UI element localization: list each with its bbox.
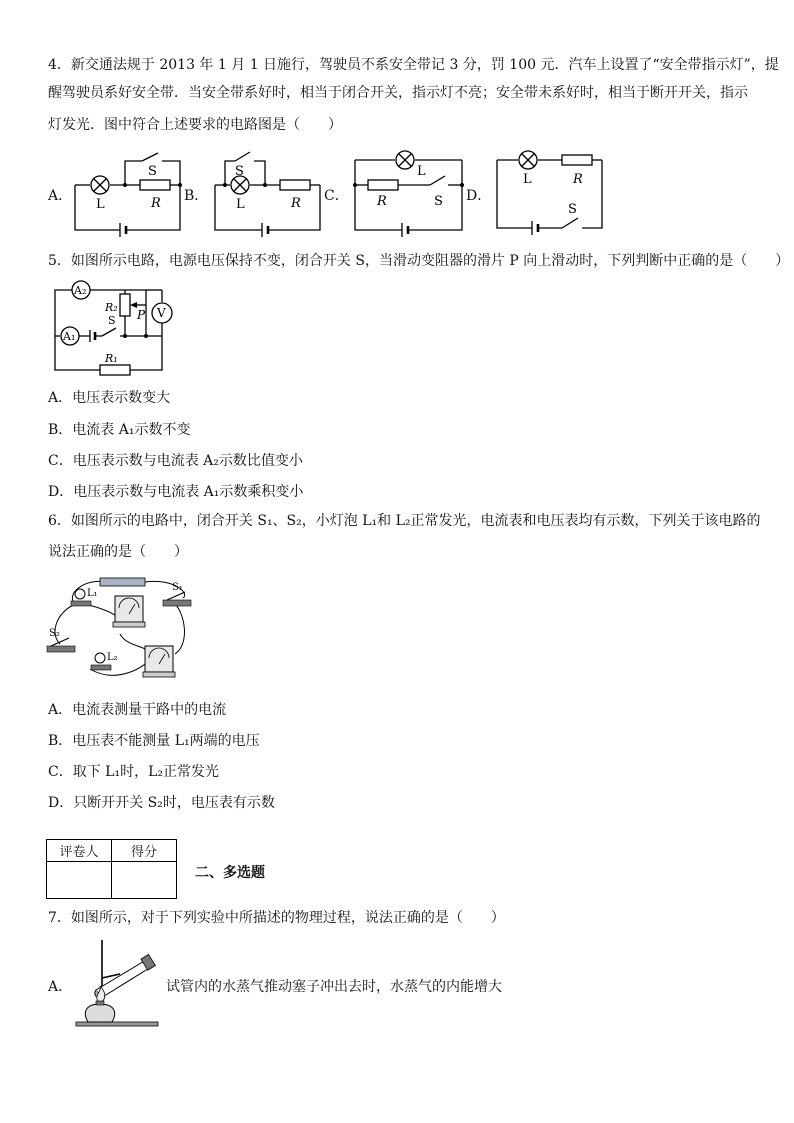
q5-r2-label: R₂ — [105, 301, 118, 314]
q7-option-a-text: 试管内的水蒸气推动塞子冲出去时，水蒸气的内能增大 — [166, 979, 502, 995]
q6-s1-label: S₁ — [172, 582, 183, 593]
switch-s2-icon — [47, 638, 75, 652]
q6-circuit-picture — [45, 574, 195, 689]
q4d-switch-label: S — [568, 202, 577, 217]
q7-stem: 7．如图所示，对于下列实验中所描述的物理过程，说法正确的是（ ） — [48, 910, 505, 926]
q4-option-c-label[interactable]: C． — [324, 188, 349, 204]
q4a-lamp-label: L — [96, 197, 105, 212]
q4b-lamp-label: L — [236, 197, 245, 212]
q5-a2-label: A₂ — [74, 284, 87, 297]
ammeter-icon — [113, 596, 145, 627]
q6-l1-label: L₁ — [87, 588, 98, 599]
q4b-switch-label: S — [235, 164, 244, 179]
q5-option-d[interactable]: D．电压表示数与电流表 A₁示数乘积变小 — [48, 484, 304, 500]
q4c-switch-label: S — [434, 194, 443, 209]
score-table-grader-header: 评卷人 — [47, 840, 112, 862]
q6-option-d[interactable]: D．只断开开关 S₂时，电压表有示数 — [48, 795, 275, 811]
q4d-lamp-label: L — [523, 172, 532, 187]
q4-circuit-c — [350, 150, 470, 235]
voltmeter-icon — [143, 646, 175, 677]
q4c-resistor-label: R — [377, 194, 387, 209]
q5-r1-label: R₁ — [105, 352, 118, 365]
q7-option-a-label[interactable]: A． — [48, 979, 73, 995]
q4-circuit-b — [210, 155, 330, 240]
q6-s2-label: S₂ — [49, 628, 60, 639]
q6-stem-line2: 说法正确的是（ ） — [48, 544, 188, 560]
q6-l2-label: L₂ — [107, 652, 118, 663]
q7-experiment-picture — [72, 938, 162, 1028]
q5-v-label: V — [157, 306, 166, 320]
score-table — [46, 839, 177, 899]
q5-p-label: P — [137, 308, 146, 322]
q6-stem-line1: 6．如图所示的电路中，闭合开关 S₁、S₂，小灯泡 L₁和 L₂正常发光，电流表和电压表均有示数，下列关于该电路的 — [48, 513, 761, 529]
q4-stem-line3: 灯发光．图中符合上述要求的电路图是（ ） — [48, 117, 342, 133]
q4b-resistor-label: R — [291, 196, 301, 211]
q4a-resistor-label: R — [151, 196, 161, 211]
q5-s-label: S — [108, 314, 116, 327]
q4c-lamp-label: L — [417, 164, 426, 179]
q6-option-c[interactable]: C．取下 L₁时，L₂正常发光 — [48, 764, 219, 780]
q4-circuit-d — [492, 150, 612, 235]
q5-option-c[interactable]: C．电压表示数与电流表 A₂示数比值变小 — [48, 453, 303, 469]
q5-option-a[interactable]: A．电压表示数变大 — [48, 390, 171, 406]
score-table-score-cell[interactable] — [112, 862, 177, 899]
q5-a1-label: A₁ — [63, 330, 76, 343]
q5-circuit — [50, 278, 190, 378]
q4-circuit-a — [70, 155, 190, 240]
q4a-switch-label: S — [148, 164, 157, 179]
q6-option-a[interactable]: A．电流表测量干路中的电流 — [48, 702, 227, 718]
q4-option-b-label[interactable]: B． — [184, 188, 209, 204]
q6-option-b[interactable]: B．电压表不能测量 L₁两端的电压 — [48, 733, 260, 749]
q4-stem-line2: 醒驾驶员系好安全带．当安全带系好时，相当于闭合开关，指示灯不亮；安全带未系好时，相当于断开开关，指示 — [48, 85, 748, 101]
score-table-grader-cell[interactable] — [47, 862, 112, 899]
q4-stem-line1: 4．新交通法规于 2013 年 1 月 1 日施行，驾驶员不系安全带记 3 分，罚 100 元．汽车上设置了“安全带指示灯”，提 — [48, 57, 779, 73]
q4-option-a-label[interactable]: A． — [48, 188, 73, 204]
q5-option-b[interactable]: B．电流表 A₁示数不变 — [48, 422, 191, 438]
score-table-score-header: 得分 — [112, 840, 177, 862]
battery-icon — [100, 578, 145, 586]
switch-s1-icon — [163, 592, 191, 606]
section-title: 二、多选题 — [195, 865, 265, 881]
q4d-resistor-label: R — [573, 172, 583, 187]
q5-stem: 5．如图所示电路，电源电压保持不变，闭合开关 S，当滑动变阻器的滑片 P 向上滑动时，下列判断中正确的是（ ） — [48, 253, 790, 269]
q4-option-d-label[interactable]: D． — [466, 188, 492, 204]
